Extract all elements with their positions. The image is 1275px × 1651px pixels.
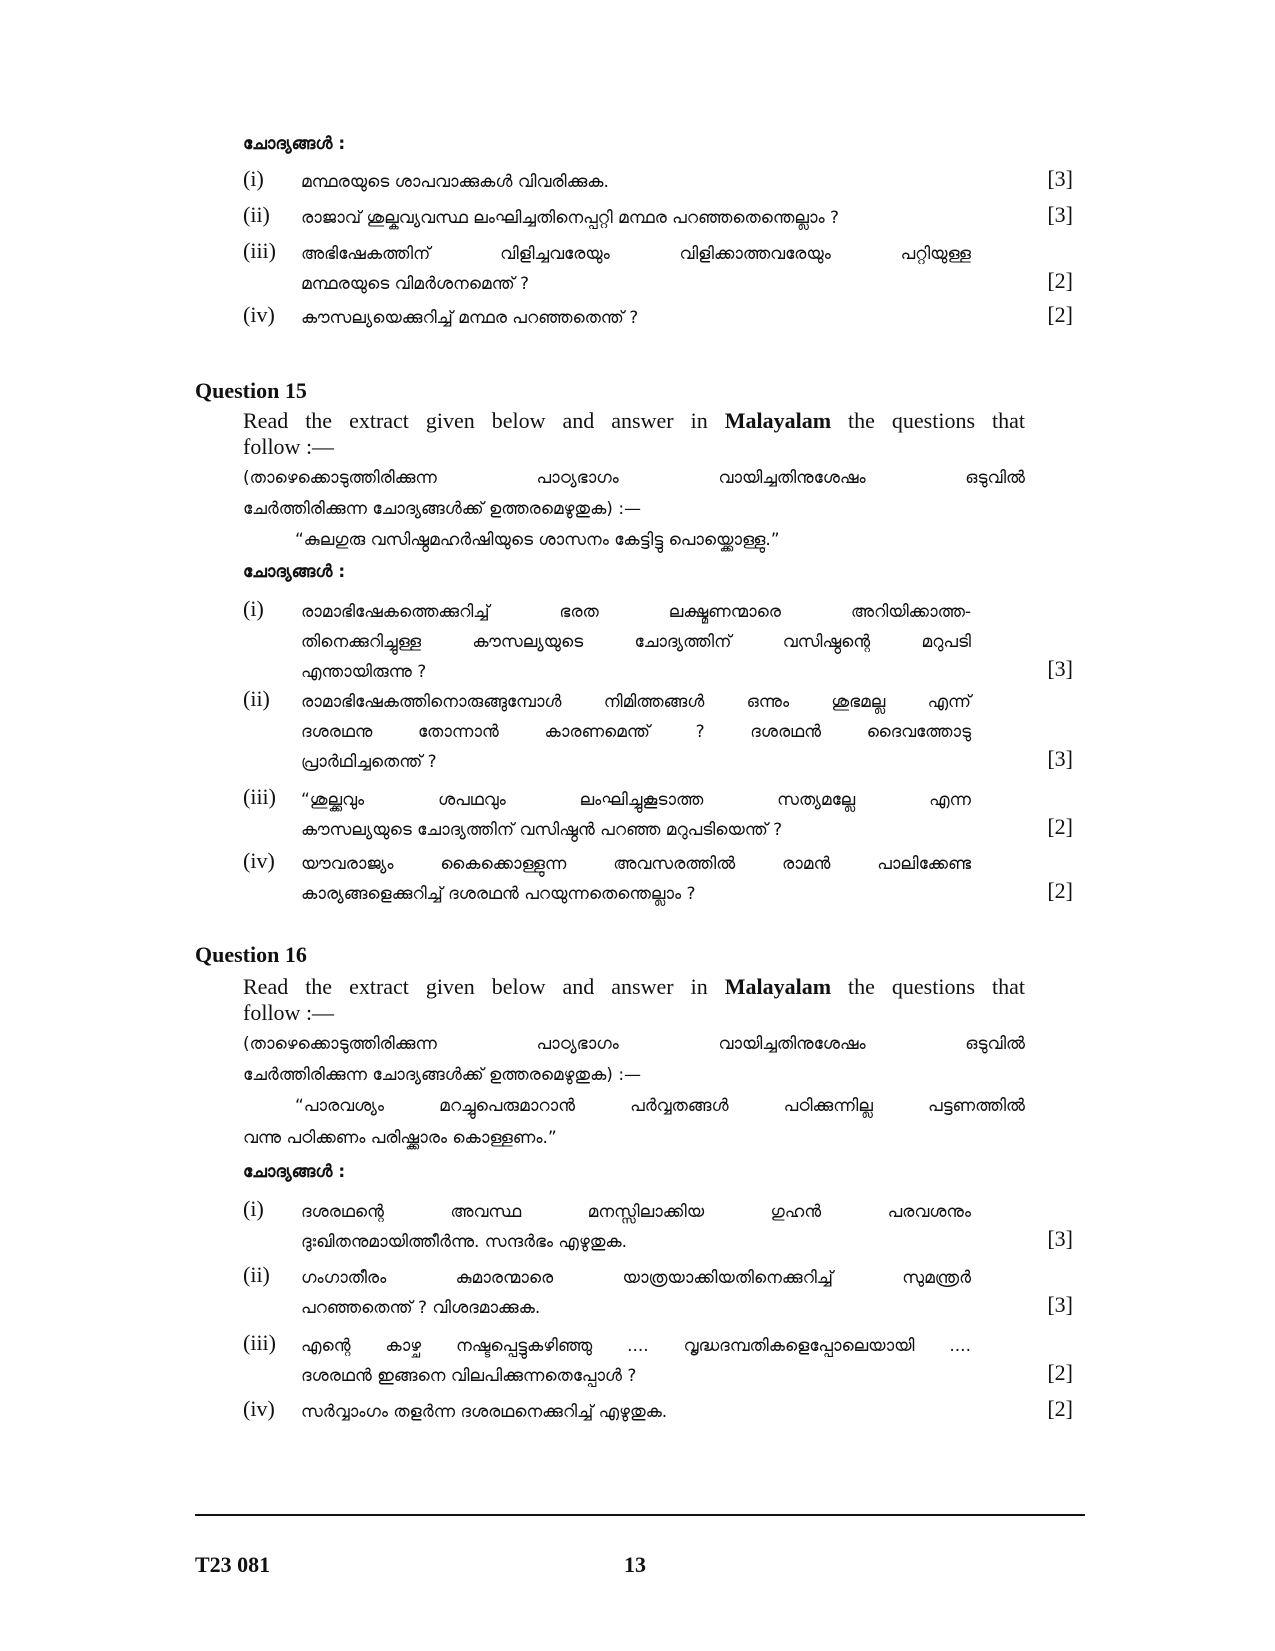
item-number: (iii): [243, 238, 276, 263]
item-text-line: എന്തായിരുന്നു ?: [301, 662, 427, 682]
intro-bold: Malayalam: [724, 974, 832, 999]
item-number: (iii): [243, 784, 276, 809]
item-text-line: “ശുല്ക്കവും ശപഥവും ലംഘിച്ചുകൂടാത്ത സത്യമല്ലേ എന്ന: [301, 790, 971, 810]
question-15-heading: Question 15: [195, 378, 307, 403]
item-text-line: തിനെക്കുറിച്ചുള്ള കൗസല്യയുടെ ചോദ്യത്തിന് വസിഷ്ഠന്റെ മറുപടി: [301, 632, 971, 652]
item-marks: [2]: [1047, 1396, 1073, 1421]
item-text-line: എന്റെ കാഴ്ച നഷ്ടപ്പെട്ടുകഴിഞ്ഞു .... വൃദ്ധദമ്പതികളെപ്പോലെയായി ....: [301, 1336, 971, 1356]
item-marks: [3]: [1047, 1226, 1073, 1251]
intro-text: the questions that: [848, 974, 1026, 999]
item-marks: [3]: [1047, 202, 1073, 227]
intro-text: follow :—: [243, 1000, 335, 1025]
item-text-line: കൗസല്യയുടെ ചോദ്യത്തിന് വസിഷ്ഠൻ പറഞ്ഞ മറുപടിയെന്ത് ?: [301, 820, 783, 840]
questions-label: ചോദ്യങ്ങൾ :: [243, 134, 346, 154]
item-marks: [2]: [1047, 302, 1073, 327]
intro-ml-line: (താഴെക്കൊടുത്തിരിക്കുന്ന പാഠ്യഭാഗം വായിച്ചതിനുശേഷം ഒടുവിൽ: [243, 1034, 1025, 1054]
item-text: രാജാവ് ശുല്കവ്യവസ്ഥ ലംഘിച്ചതിനെപ്പറ്റി മന്ഥര പറഞ്ഞതെന്തെല്ലാം ?: [301, 208, 840, 228]
intro-ml-line: ചേർത്തിരിക്കുന്ന ചോദ്യങ്ങൾക്ക് ഉത്തരമെഴുതുക) :—: [243, 1065, 642, 1085]
item-text-line: പ്രാർഥിച്ചതെന്ത് ?: [301, 752, 437, 772]
item-marks: [2]: [1047, 268, 1073, 293]
item-number: (iv): [243, 302, 275, 327]
item-text-line: മന്ഥരയുടെ വിമർശനമെന്ത് ?: [301, 274, 530, 294]
item-number: (i): [243, 596, 264, 621]
question-16-heading: Question 16: [195, 942, 307, 967]
extract-quote-line: വന്നു പഠിക്കണം പരിഷ്ക്കാരം കൊള്ളണം.”: [243, 1128, 557, 1148]
item-text-line: ദശരഥൻ ഇങ്ങനെ വിലപിക്കുന്നതെപ്പോൾ ?: [301, 1366, 637, 1386]
item-text-line: ദശരഥന്റെ അവസ്ഥ മനസ്സിലാക്കിയ ഗുഹൻ പരവശനും: [301, 1202, 971, 1222]
item-text: മന്ഥരയുടെ ശാപവാക്കുകൾ വിവരിക്കുക.: [301, 172, 609, 192]
item-text-line: രാമാഭിഷേകത്തെക്കുറിച്ച് ഭരത ലക്ഷ്മണന്മാരെ അറിയിക്കാത്ത-: [301, 602, 971, 622]
page-number: 13: [624, 1552, 646, 1577]
extract-quote: “കുലഗുരു വസിഷ്ഠമഹർഷിയുടെ ശാസനം കേട്ടിട്ടു പൊയ്ക്കൊള്ളു.”: [295, 530, 780, 550]
item-marks: [3]: [1047, 746, 1073, 771]
questions-label: ചോദ്യങ്ങൾ :: [243, 1162, 346, 1182]
item-marks: [2]: [1047, 814, 1073, 839]
extract-quote-line: “പാരവശ്യം മറച്ചുപെരുമാറാൻ പർവ്വതങ്ങൾ പഠിക്കുന്നില്ല പട്ടണത്തിൽ: [295, 1096, 1025, 1116]
item-text: സർവ്വാംഗം തളർന്ന ദശരഥനെക്കുറിച്ച് എഴുതുക.: [301, 1402, 668, 1422]
item-marks: [2]: [1047, 1360, 1073, 1385]
item-text-line: അഭിഷേകത്തിന് വിളിച്ചവരേയും വിളിക്കാത്തവരേയും പറ്റിയുള്ള: [301, 244, 971, 264]
item-number: (i): [243, 1196, 264, 1221]
intro-ml-line: ചേർത്തിരിക്കുന്ന ചോദ്യങ്ങൾക്ക് ഉത്തരമെഴുതുക) :—: [243, 499, 642, 519]
footer-rule: [195, 1514, 1085, 1516]
paper-code: T23 081: [195, 1552, 271, 1577]
item-number: (ii): [243, 1262, 270, 1287]
item-marks: [3]: [1047, 1292, 1073, 1317]
item-text: കൗസല്യയെക്കുറിച്ച് മന്ഥര പറഞ്ഞതെന്ത് ?: [301, 308, 639, 328]
item-text-line: ദശരഥനു തോന്നാൻ കാരണമെന്ത് ? ദശരഥൻ ദൈവത്തോടു: [301, 722, 971, 742]
intro-text: the questions that: [848, 408, 1026, 433]
item-text-line: രാമാഭിഷേകത്തിനൊരുങ്ങുമ്പോൾ നിമിത്തങ്ങൾ ഒന്നും ശുഭമല്ല എന്ന്: [301, 692, 971, 712]
item-number: (iii): [243, 1330, 276, 1355]
intro-bold: Malayalam: [724, 408, 832, 433]
item-number: (iv): [243, 1396, 275, 1421]
intro-ml-line: (താഴെക്കൊടുത്തിരിക്കുന്ന പാഠ്യഭാഗം വായിച്ചതിനുശേഷം ഒടുവിൽ: [243, 468, 1025, 488]
intro-text: Read the extract given below and answer in: [243, 974, 708, 999]
item-text-line: പറഞ്ഞതെന്ത് ? വിശദമാക്കുക.: [301, 1298, 541, 1318]
item-text-line: കാര്യങ്ങളെക്കുറിച്ച് ദശരഥൻ പറയുന്നതെന്തെല്ലാം ?: [301, 884, 696, 904]
item-text-line: ദുഃഖിതനുമായിത്തീർന്നു. സന്ദർഭം എഴുതുക.: [301, 1232, 628, 1252]
item-number: (ii): [243, 686, 270, 711]
item-text-line: ഗംഗാതീരം കുമാരന്മാരെ യാത്രയാക്കിയതിനെക്കുറിച്ച് സുമന്ത്രർ: [301, 1268, 971, 1288]
item-marks: [3]: [1047, 656, 1073, 681]
question-16-intro: [243, 974, 1025, 1090]
item-marks: [2]: [1047, 878, 1073, 903]
item-number: (iv): [243, 848, 275, 873]
questions-label: ചോദ്യങ്ങൾ :: [243, 562, 346, 582]
intro-text: Read the extract given below and answer in: [243, 408, 708, 433]
intro-text: follow :—: [243, 434, 335, 459]
question-15-intro: [243, 408, 1025, 524]
item-number: (ii): [243, 202, 270, 227]
item-text-line: യൗവരാജ്യം കൈക്കൊള്ളുന്ന അവസരത്തിൽ രാമൻ പാലിക്കേണ്ട: [301, 854, 971, 874]
item-marks: [3]: [1047, 166, 1073, 191]
item-number: (i): [243, 166, 264, 191]
